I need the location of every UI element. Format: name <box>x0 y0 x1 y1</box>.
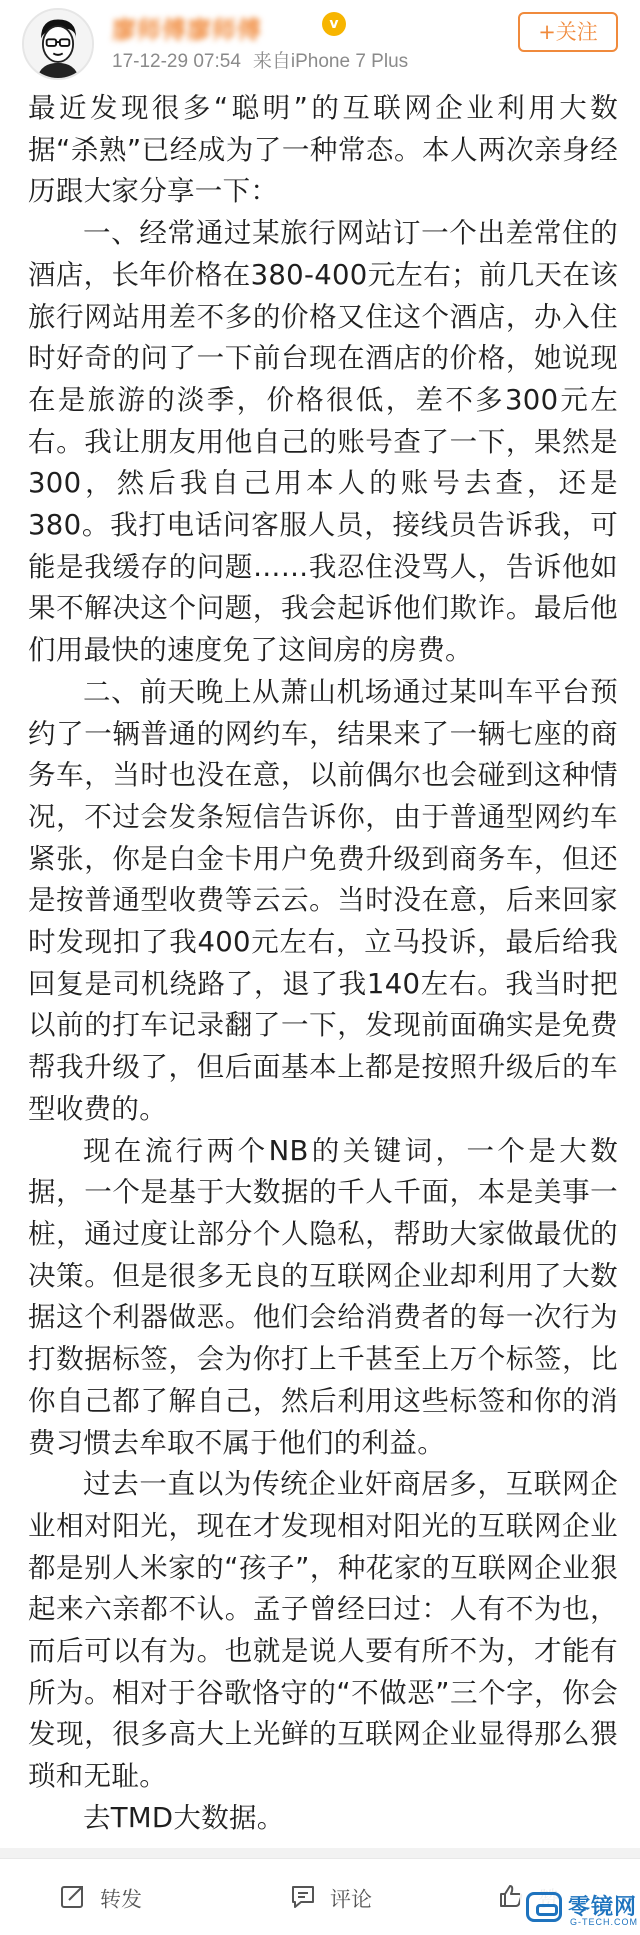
post-source: 来自iPhone 7 Plus <box>252 51 409 72</box>
avatar-portrait-icon <box>24 10 92 78</box>
repost-icon <box>60 1883 86 1918</box>
follow-button[interactable]: +关注 <box>518 12 618 52</box>
username[interactable]: 廖师傅廖师傅 <box>112 16 262 44</box>
post-header <box>0 0 640 78</box>
watermark <box>520 1886 640 1935</box>
post-paragraph-ride: 二、前天晚上从萧山机场通过某叫车平台预约了一辆普通的网约车，结果来了一辆七座的商务车，当时也没在意，以前偶尔也会碰到这种情况，不过会发条短信告诉你，由于普通型网约车紧张，你是白金卡用户免费升级到商务车，但还是按普通型收费等云云。当时没在意，后来回家时发现扣了我400元左右，立马投诉，最后给我回复是司机绕路了，退了我140左右。我当时把以前的打车记录翻了一下，发现前面确实是免费帮我升级了，但后面基本上都是按照升级后的车型收费的。 <box>28 675 618 1125</box>
post-date: 17-12-29 07:54 <box>112 51 241 72</box>
avatar[interactable] <box>22 8 94 80</box>
footer-divider <box>0 1848 640 1858</box>
repost-button[interactable] <box>60 1883 142 1915</box>
watermark-name: 零镜网 <box>568 1895 638 1920</box>
post-paragraph-hotel: 一、经常通过某旅行网站订一个出差常住的酒店，长年价格在380-400元左右；前几天在该旅行网站用差不多的价格又住这个酒店，办入住时好奇的问了一下前台现在酒店的价格，她说现在是旅游的淡季，价格很低，差不多300元左右。我让朋友用他自己的账号查了一下，果然是300，然后我自己用本人的账号去查，还是380。我打电话问客服人员，接线员告诉我，可能是我缓存的问题……我忍住没骂人，告诉他如果不解决这个问题，我会起诉他们欺诈。最后他们用最快的速度免了这间房的房费。 <box>28 217 618 667</box>
watermark-logo-icon <box>526 1892 562 1922</box>
repost-label: 转发 <box>100 1887 142 1912</box>
comment-label: 评论 <box>330 1887 372 1912</box>
watermark-site: G-TECH.COM <box>570 1917 638 1927</box>
post-paragraph-conclusion: 过去一直以为传统企业奸商居多，互联网企业相对阳光，现在才发现相对阳光的互联网企业都是别人米家的“孩子”，种花家的互联网企业狠起来六亲都不认。孟子曾经曰过：人有不为也，而后可以有为。也就是说人要有所不为，才能有所为。相对于谷歌恪守的“不做恶”三个字，你会发现，很多高大上光鲜的互联网企业显得那么猥琐和无耻。 <box>28 1468 618 1793</box>
post-meta <box>112 46 408 73</box>
post-paragraph-closing: 去TMD大数据。 <box>83 1801 285 1834</box>
post-content <box>28 88 618 1840</box>
comment-button[interactable] <box>290 1883 372 1915</box>
post-paragraph-intro: 最近发现很多“聪明”的互联网企业利用大数据“杀熟”已经成为了一种常态。本人两次亲身经历跟大家分享一下： <box>28 92 618 208</box>
comment-icon <box>290 1883 316 1918</box>
vip-badge-icon: v <box>322 12 346 36</box>
post-paragraph-bigdata: 现在流行两个NB的关键词，一个是大数据，一个是基于大数据的千人千面，本是美事一桩，通过度让部分个人隐私，帮助大家做最优的决策。但是很多无良的互联网企业却利用了大数据这个利器做恶。他们会给消费者的每一次行为打数据标签，会为你打上千甚至上万个标签，比你自己都了解自己，然后利用这些标签和你的消费习惯去牟取不属于他们的利益。 <box>28 1134 618 1459</box>
